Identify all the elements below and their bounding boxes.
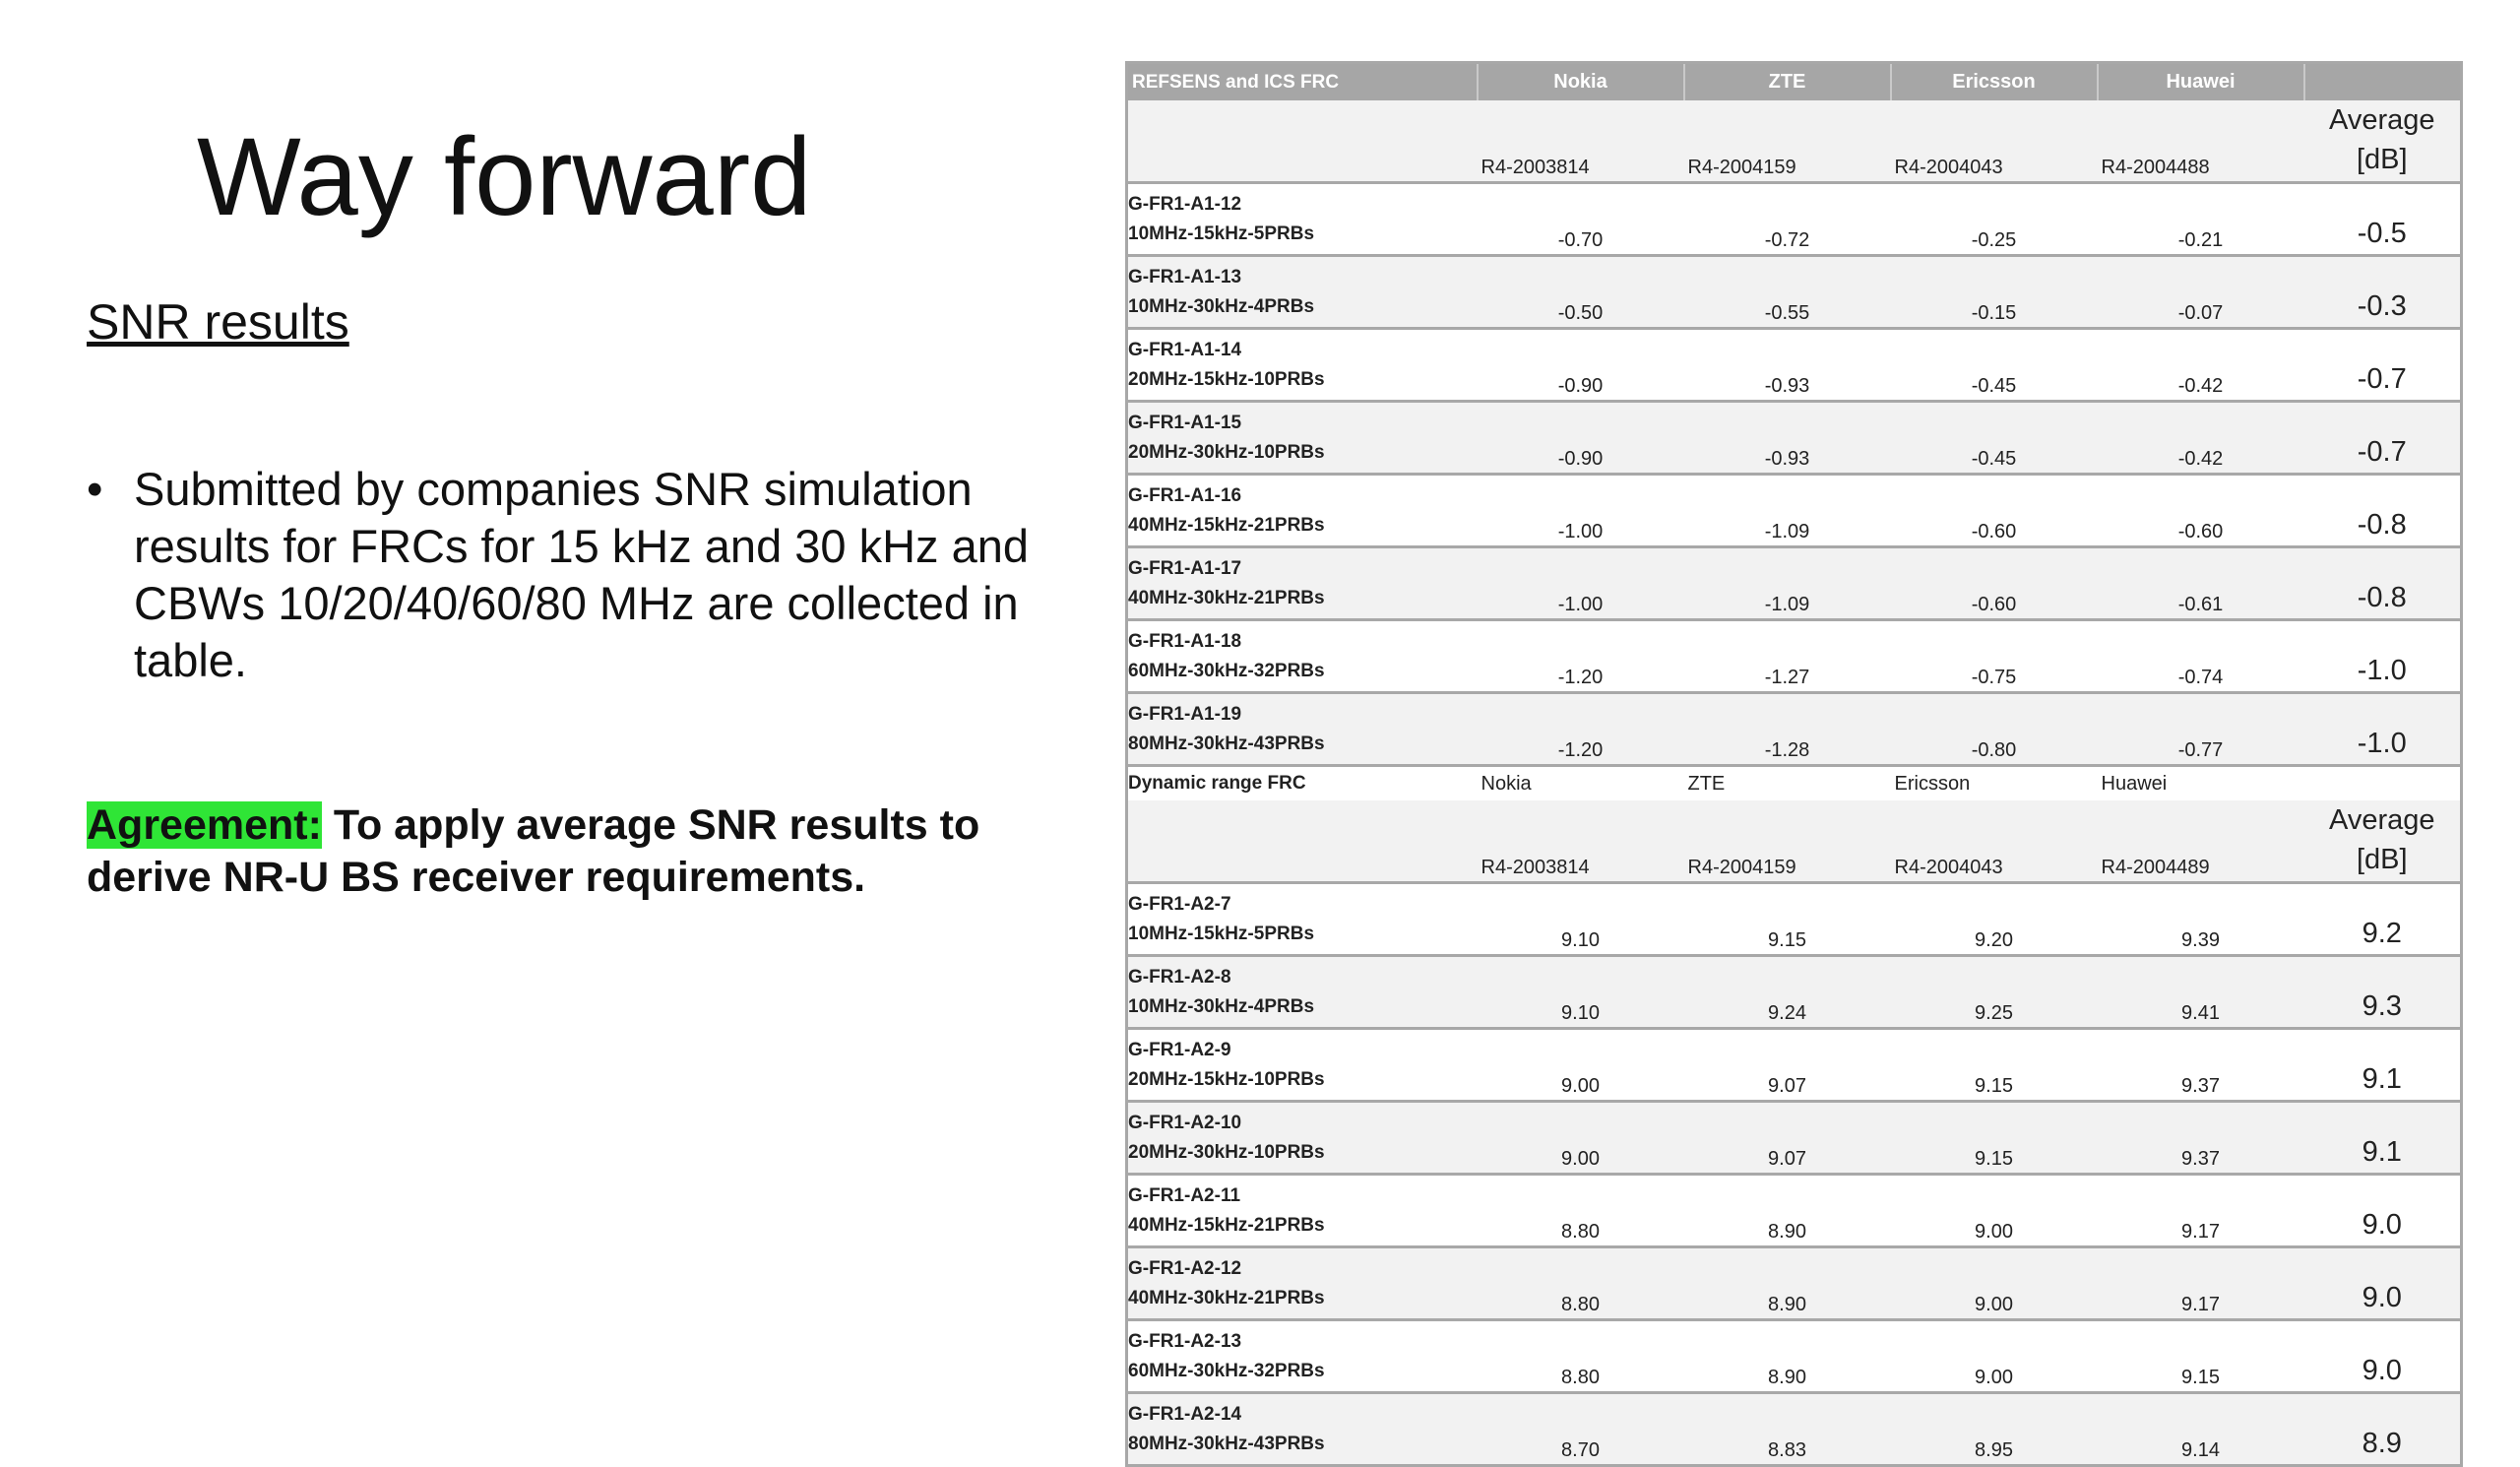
- frc-name: [1127, 1175, 1478, 1247]
- snr-value: -0.45: [1891, 329, 2098, 402]
- frc-config: 40MHz-15kHz-21PRBs: [1128, 514, 1325, 536]
- frc-config: 60MHz-30kHz-32PRBs: [1128, 660, 1325, 681]
- snr-value: 8.80: [1478, 1247, 1684, 1320]
- snr-value: 8.80: [1478, 1175, 1684, 1247]
- frc-config: 20MHz-30kHz-10PRBs: [1128, 441, 1325, 463]
- frc-id: G-FR1-A2-9: [1128, 1039, 1231, 1060]
- average-value: -0.8: [2304, 547, 2462, 620]
- frc-name: [1127, 183, 1478, 256]
- refsens-reference-row: [1127, 100, 2462, 183]
- average-value: -0.8: [2304, 475, 2462, 547]
- bullet-text: Submitted by companies SNR simulation results for FRCs for 15 kHz and 30 kHz and CBWs 10/20/40/60/80 MHz are collected in table.: [134, 463, 1030, 686]
- frc-config: 10MHz-15kHz-5PRBs: [1128, 223, 1315, 244]
- snr-value: 9.10: [1478, 883, 1684, 956]
- snr-value: -0.77: [2098, 693, 2304, 766]
- bullet-item: [87, 461, 1032, 689]
- frc-config: 80MHz-30kHz-43PRBs: [1128, 1433, 1325, 1454]
- frc-config: 60MHz-30kHz-32PRBs: [1128, 1360, 1325, 1381]
- snr-value: -0.45: [1891, 402, 2098, 475]
- snr-value: 8.80: [1478, 1320, 1684, 1393]
- snr-value: -0.61: [2098, 547, 2304, 620]
- table-row: [1127, 329, 2462, 402]
- frc-id: G-FR1-A1-18: [1128, 630, 1242, 652]
- section-title: Dynamic range FRC: [1127, 766, 1478, 801]
- snr-value: -0.75: [1891, 620, 2098, 693]
- frc-name: [1127, 1320, 1478, 1393]
- empty-cell: [1127, 100, 1478, 183]
- table-row: [1127, 1102, 2462, 1175]
- section-title: REFSENS and ICS FRC: [1127, 63, 1478, 101]
- frc-id: G-FR1-A2-13: [1128, 1330, 1242, 1352]
- section-subtitle: SNR results: [87, 294, 349, 350]
- dynamic-header-row: [1127, 766, 2462, 801]
- snr-value: 9.07: [1684, 1102, 1891, 1175]
- table-row: [1127, 1247, 2462, 1320]
- snr-value: -0.60: [2098, 475, 2304, 547]
- snr-value: 9.41: [2098, 956, 2304, 1029]
- snr-value: -1.00: [1478, 547, 1684, 620]
- snr-value: 8.70: [1478, 1393, 1684, 1466]
- snr-value: 9.17: [2098, 1247, 2304, 1320]
- snr-value: 9.25: [1891, 956, 2098, 1029]
- frc-id: G-FR1-A1-17: [1128, 557, 1242, 579]
- snr-value: -1.20: [1478, 693, 1684, 766]
- snr-value: -0.90: [1478, 329, 1684, 402]
- snr-value: -0.93: [1684, 402, 1891, 475]
- table-row: [1127, 693, 2462, 766]
- average-value: 8.9: [2304, 1393, 2462, 1466]
- table-row: [1127, 620, 2462, 693]
- reference-doc: R4-2004043: [1891, 100, 2098, 183]
- frc-config: 40MHz-15kHz-21PRBs: [1128, 1214, 1325, 1236]
- snr-value: -0.60: [1891, 475, 2098, 547]
- snr-value: 8.90: [1684, 1320, 1891, 1393]
- frc-config: 10MHz-30kHz-4PRBs: [1128, 295, 1315, 317]
- frc-name: [1127, 1029, 1478, 1102]
- company-header: [2304, 63, 2462, 101]
- average-value: 9.0: [2304, 1247, 2462, 1320]
- average-value: 9.3: [2304, 956, 2462, 1029]
- reference-doc: R4-2004159: [1684, 800, 1891, 883]
- average-header: Average [dB]: [2304, 100, 2462, 183]
- table-row: [1127, 1393, 2462, 1466]
- snr-value: -0.50: [1478, 256, 1684, 329]
- frc-name: [1127, 883, 1478, 956]
- table-row: [1127, 256, 2462, 329]
- average-value: 9.2: [2304, 883, 2462, 956]
- snr-value: 8.95: [1891, 1393, 2098, 1466]
- reference-doc: R4-2004489: [2098, 800, 2304, 883]
- frc-name: [1127, 329, 1478, 402]
- table-row: [1127, 1029, 2462, 1102]
- snr-value: 9.24: [1684, 956, 1891, 1029]
- frc-config: 20MHz-15kHz-10PRBs: [1128, 1068, 1325, 1090]
- average-value: -0.7: [2304, 329, 2462, 402]
- frc-id: G-FR1-A2-10: [1128, 1112, 1242, 1133]
- company-header: Huawei: [2098, 766, 2304, 801]
- table-row: [1127, 1320, 2462, 1393]
- snr-table-body: [1127, 63, 2462, 1466]
- reference-doc: R4-2004043: [1891, 800, 2098, 883]
- snr-value: -0.42: [2098, 329, 2304, 402]
- snr-value: -0.93: [1684, 329, 1891, 402]
- frc-config: 10MHz-30kHz-4PRBs: [1128, 995, 1315, 1017]
- snr-value: -1.27: [1684, 620, 1891, 693]
- table-row: [1127, 956, 2462, 1029]
- snr-value: -0.74: [2098, 620, 2304, 693]
- table-row: [1127, 1175, 2462, 1247]
- snr-value: 9.15: [1684, 883, 1891, 956]
- reference-doc: R4-2004488: [2098, 100, 2304, 183]
- snr-value: 9.37: [2098, 1102, 2304, 1175]
- frc-name: [1127, 475, 1478, 547]
- agreement-text: To apply average SNR results to derive NR-U BS receiver requirements.: [87, 801, 980, 901]
- company-header: ZTE: [1684, 766, 1891, 801]
- snr-value: -0.80: [1891, 693, 2098, 766]
- company-header: Nokia: [1478, 766, 1684, 801]
- frc-id: G-FR1-A1-16: [1128, 484, 1242, 506]
- company-header: Huawei: [2098, 63, 2304, 101]
- snr-value: -0.21: [2098, 183, 2304, 256]
- average-value: -1.0: [2304, 620, 2462, 693]
- snr-value: -0.70: [1478, 183, 1684, 256]
- refsens-header-row: [1127, 63, 2462, 101]
- frc-name: [1127, 256, 1478, 329]
- snr-value: 9.20: [1891, 883, 2098, 956]
- average-value: -0.5: [2304, 183, 2462, 256]
- snr-value: 9.37: [2098, 1029, 2304, 1102]
- company-header: Ericsson: [1891, 766, 2098, 801]
- frc-name: [1127, 956, 1478, 1029]
- snr-value: -1.09: [1684, 475, 1891, 547]
- frc-name: [1127, 1102, 1478, 1175]
- table-row: [1127, 547, 2462, 620]
- snr-value: 8.83: [1684, 1393, 1891, 1466]
- snr-value: -1.00: [1478, 475, 1684, 547]
- average-value: 9.1: [2304, 1102, 2462, 1175]
- frc-name: [1127, 1393, 1478, 1466]
- snr-value: 9.39: [2098, 883, 2304, 956]
- frc-id: G-FR1-A2-11: [1128, 1184, 1241, 1206]
- table-row: [1127, 402, 2462, 475]
- frc-id: G-FR1-A1-12: [1128, 193, 1242, 215]
- company-header: [2304, 766, 2462, 801]
- frc-id: G-FR1-A1-13: [1128, 266, 1242, 287]
- snr-value: 9.07: [1684, 1029, 1891, 1102]
- average-value: -0.7: [2304, 402, 2462, 475]
- snr-value: 9.15: [2098, 1320, 2304, 1393]
- snr-value: -1.09: [1684, 547, 1891, 620]
- snr-value: 9.15: [1891, 1102, 2098, 1175]
- frc-name: [1127, 620, 1478, 693]
- snr-value: -1.28: [1684, 693, 1891, 766]
- snr-value: 9.00: [1478, 1029, 1684, 1102]
- frc-config: 80MHz-30kHz-43PRBs: [1128, 733, 1325, 754]
- company-header: Ericsson: [1891, 63, 2098, 101]
- reference-doc: R4-2003814: [1478, 800, 1684, 883]
- snr-value: -0.55: [1684, 256, 1891, 329]
- snr-value: 9.00: [1891, 1175, 2098, 1247]
- frc-id: G-FR1-A2-14: [1128, 1403, 1242, 1425]
- snr-value: 9.00: [1891, 1247, 2098, 1320]
- bullet-dot: •: [87, 463, 103, 515]
- snr-value: 9.15: [1891, 1029, 2098, 1102]
- reference-doc: R4-2003814: [1478, 100, 1684, 183]
- company-header: ZTE: [1684, 63, 1891, 101]
- snr-value: -0.90: [1478, 402, 1684, 475]
- frc-id: G-FR1-A1-19: [1128, 703, 1242, 725]
- snr-value: -0.42: [2098, 402, 2304, 475]
- frc-id: G-FR1-A2-7: [1128, 893, 1231, 915]
- table-row: [1127, 475, 2462, 547]
- snr-value: 8.90: [1684, 1247, 1891, 1320]
- dynamic-reference-row: [1127, 800, 2462, 883]
- bullet-list: [87, 461, 1032, 689]
- average-value: 9.0: [2304, 1175, 2462, 1247]
- slide-title: Way forward: [197, 115, 812, 238]
- snr-value: -0.72: [1684, 183, 1891, 256]
- snr-value: 9.00: [1891, 1320, 2098, 1393]
- snr-value: 9.10: [1478, 956, 1684, 1029]
- table-row: [1127, 183, 2462, 256]
- snr-value: -1.20: [1478, 620, 1684, 693]
- frc-config: 40MHz-30kHz-21PRBs: [1128, 1287, 1325, 1308]
- average-value: -0.3: [2304, 256, 2462, 329]
- average-header: Average [dB]: [2304, 800, 2462, 883]
- snr-value: 9.14: [2098, 1393, 2304, 1466]
- snr-value: -0.15: [1891, 256, 2098, 329]
- snr-value: -0.25: [1891, 183, 2098, 256]
- frc-name: [1127, 693, 1478, 766]
- average-value: -1.0: [2304, 693, 2462, 766]
- snr-value: -0.60: [1891, 547, 2098, 620]
- frc-name: [1127, 547, 1478, 620]
- company-header: Nokia: [1478, 63, 1684, 101]
- snr-value: -0.07: [2098, 256, 2304, 329]
- frc-id: G-FR1-A1-14: [1128, 339, 1242, 360]
- frc-id: G-FR1-A1-15: [1128, 412, 1242, 433]
- empty-cell: [1127, 800, 1478, 883]
- frc-name: [1127, 402, 1478, 475]
- frc-config: 20MHz-15kHz-10PRBs: [1128, 368, 1325, 390]
- average-value: 9.1: [2304, 1029, 2462, 1102]
- agreement-statement: [87, 799, 1032, 904]
- agreement-label: Agreement:: [87, 801, 322, 849]
- snr-results-table: [1125, 61, 2463, 1467]
- snr-value: 9.00: [1478, 1102, 1684, 1175]
- snr-value: 8.90: [1684, 1175, 1891, 1247]
- table-row: [1127, 883, 2462, 956]
- frc-name: [1127, 1247, 1478, 1320]
- frc-id: G-FR1-A2-8: [1128, 966, 1231, 988]
- frc-config: 10MHz-15kHz-5PRBs: [1128, 923, 1315, 944]
- frc-config: 20MHz-30kHz-10PRBs: [1128, 1141, 1325, 1163]
- snr-value: 9.17: [2098, 1175, 2304, 1247]
- reference-doc: R4-2004159: [1684, 100, 1891, 183]
- frc-config: 40MHz-30kHz-21PRBs: [1128, 587, 1325, 608]
- average-value: 9.0: [2304, 1320, 2462, 1393]
- frc-id: G-FR1-A2-12: [1128, 1257, 1242, 1279]
